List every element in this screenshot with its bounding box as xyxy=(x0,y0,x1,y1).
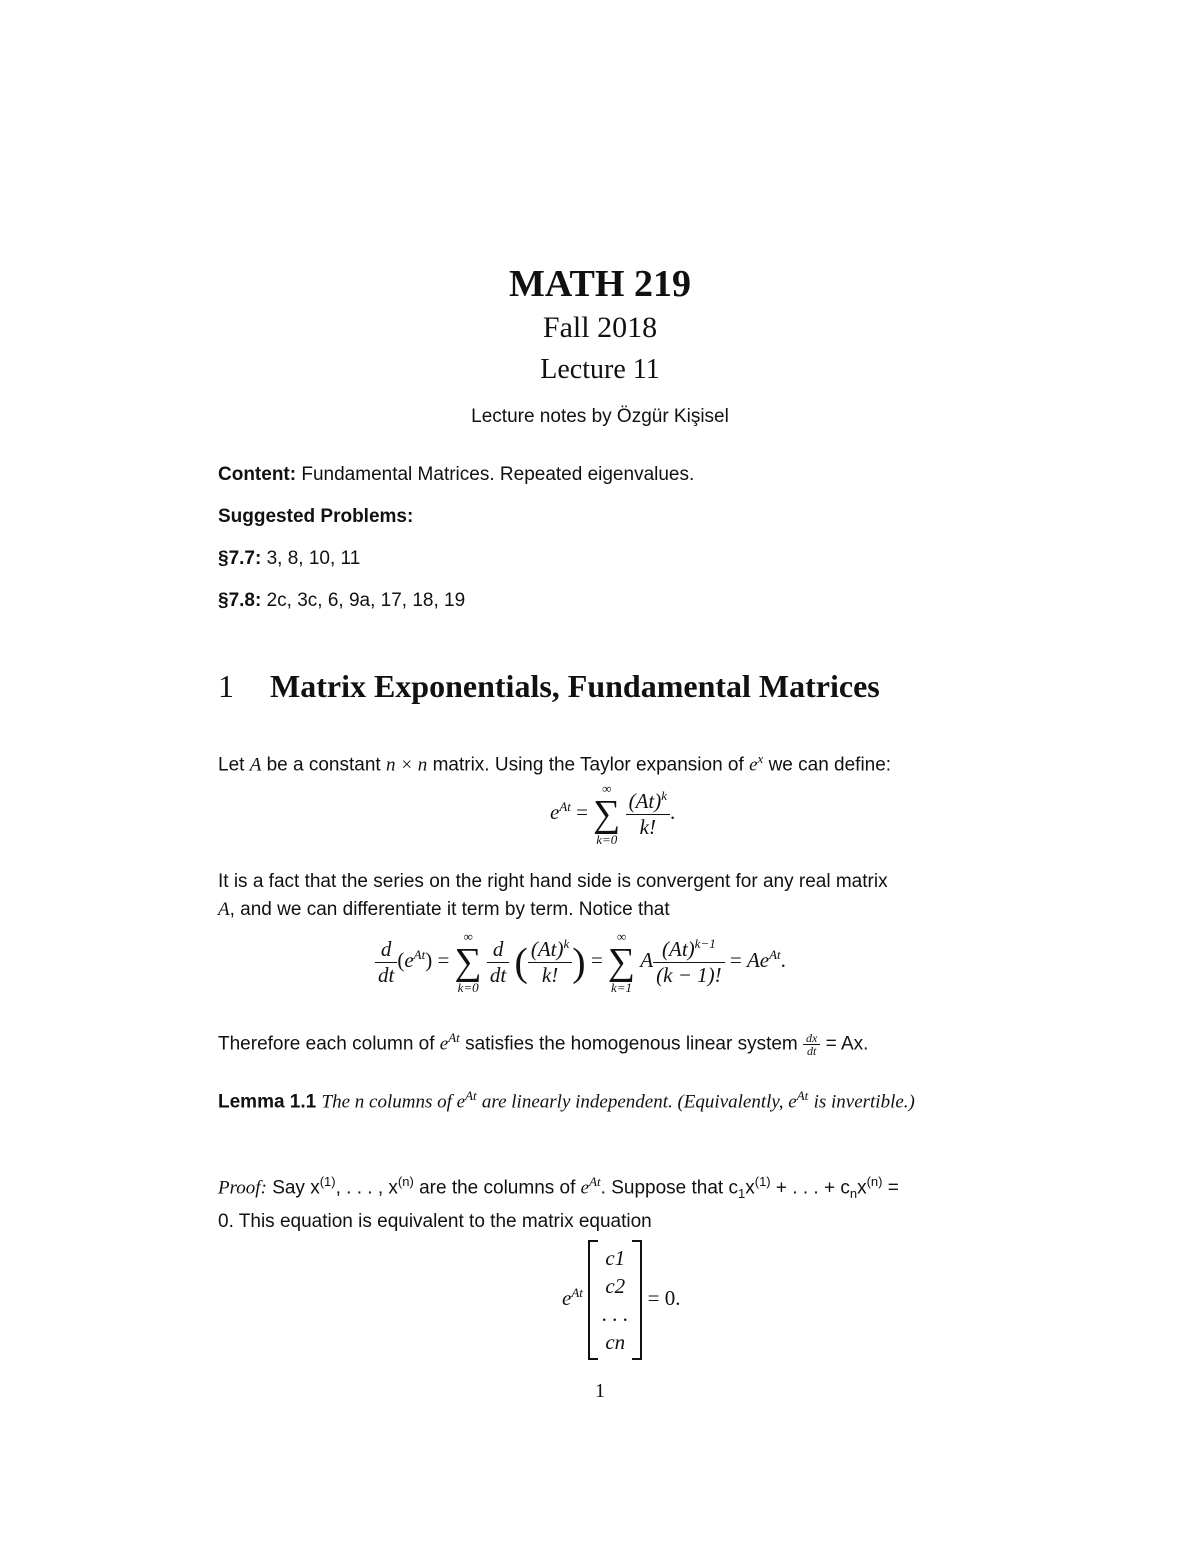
problems-7-8-list: 2c, 3c, 6, 9a, 17, 18, 19 xyxy=(266,590,466,611)
lecture-number: Lecture 11 xyxy=(540,354,660,385)
section-number: 1 xyxy=(218,668,234,704)
lemma-label: Lemma 1.1 xyxy=(218,1091,317,1113)
author-line: Lecture notes by Özgür Kişisel xyxy=(471,406,729,427)
course-title: MATH 219 xyxy=(509,263,691,305)
equation-matrix: $e^{At}$ c1 c2 . . . cn = 0. xyxy=(562,1240,680,1360)
problems-7-8 xyxy=(218,587,1052,615)
proof: Proof: Say $x^{(1)}$, . . . , $x^{(n)}$ are the columns of $e^{At}$. Suppose that $c_1x^{(1)}$ + . . . + $c_nx^{(n)}$ = 0. This equation is equivalent to the matrix equation xyxy=(218,1174,899,1233)
problems-7-7 xyxy=(218,545,1052,573)
coefficient-vector: c1 c2 . . . cn xyxy=(588,1240,642,1360)
paragraph-columns: Therefore each column of $e^{At}$ satisfies the homogenous linear system $\frac{dx}{dt}$ = Ax. xyxy=(218,1030,869,1058)
lemma: Lemma 1.1 The n columns of $e^{At}$ are linearly independent. (Equivalently, $e^{At}$ is invertible.) xyxy=(218,1088,915,1113)
equation-exponential-series: $e^{At}$ = ∞ ∑ k=0 $\frac{(At)^k}{k!}$ . xyxy=(550,781,676,847)
paragraph-definition: Let A be a constant n × n matrix. Using the Taylor expansion of $e^x$ we can define: xyxy=(218,751,892,776)
problems-7-7-list: 3, 8, 10, 11 xyxy=(266,548,361,569)
page-number: 1 xyxy=(595,1380,605,1402)
content-text: Fundamental Matrices. Repeated eigenvalues. xyxy=(301,464,695,485)
term: Fall 2018 xyxy=(542,311,658,344)
content-label: Content: xyxy=(218,464,297,485)
problems-label: Suggested Problems: xyxy=(218,506,414,527)
problems-7-7-label: §7.7: xyxy=(218,548,262,569)
section-title: Matrix Exponentials, Fundamental Matrices xyxy=(270,668,880,704)
proof-label: Proof: xyxy=(218,1177,267,1199)
problems-7-8-label: §7.8: xyxy=(218,590,262,611)
paragraph-convergence: It is a fact that the series on the right hand side is convergent for any real matrix A, and we can differentiate it term by term. Notice that xyxy=(218,871,888,920)
equation-derivative: $\frac{d}{dt}$ $(e^{At})$ = ∞ ∑ k=0 $\frac{d}{dt}$ ( $\frac{(At)^k}{k!}$ ) = ∞ ∑ k=1 A $\frac{(At)^{k-1}}{(k - 1)!}$ = $Ae^{At}$. xyxy=(375,930,786,994)
content-line xyxy=(218,461,1052,489)
section-heading xyxy=(218,668,880,705)
